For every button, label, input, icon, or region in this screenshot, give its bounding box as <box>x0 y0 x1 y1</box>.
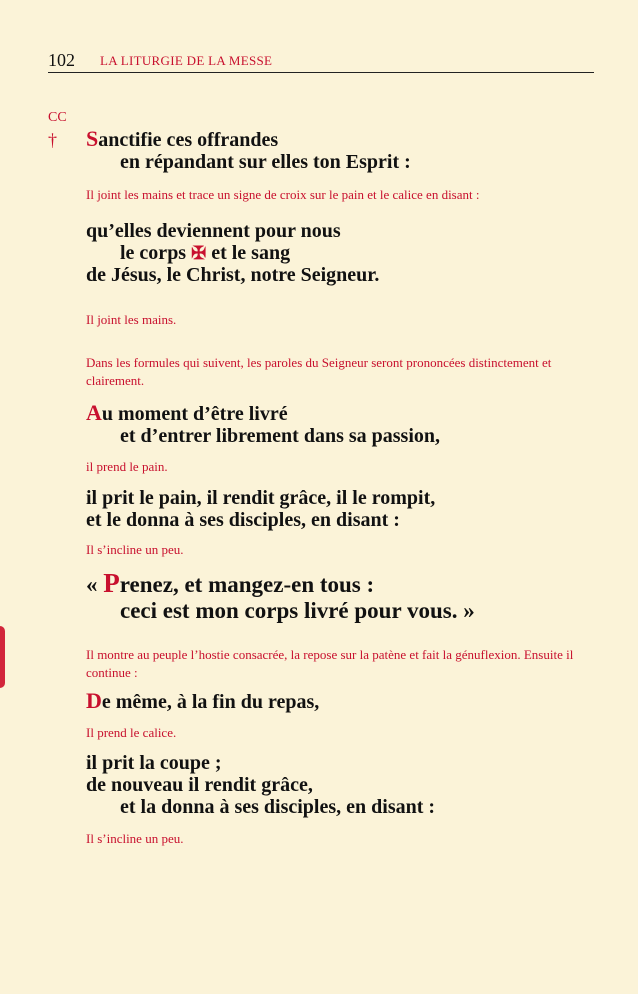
prayer-line: et d’entrer librement dans sa passion, <box>120 425 441 447</box>
prayer-line: il prit la coupe ; <box>86 752 222 774</box>
prayer-line: Sanctifie ces offrandes <box>86 126 279 151</box>
prayer-line: Au moment d’être livré <box>86 400 288 425</box>
prayer-block-de-meme <box>86 690 600 713</box>
red-initial: S <box>86 126 99 151</box>
rubric-incline-1: Il s’incline un peu. <box>86 542 184 557</box>
rubric-joint-mains-croix: Il joint les mains et trace un signe de croix sur le pain et le calice en disant : <box>86 187 480 202</box>
prayer-block-prit-coupe <box>86 752 600 818</box>
rubric-formules: Dans les formules qui suivent, les paroles du Seigneur seront prononcées distinctement et clairement. <box>86 355 552 388</box>
margin-cc-mark: CC <box>48 110 67 125</box>
rubric-montre-hostie: Il montre au peuple l’hostie consacrée, la repose sur la patène et fait la génuflexion. Ensuite il continue : <box>86 647 574 680</box>
dagger-icon: † <box>48 130 57 150</box>
rubric-incline-2: Il s’incline un peu. <box>86 831 184 846</box>
page-number: 102 <box>48 50 75 70</box>
prayer-block-sanctifie <box>86 128 600 173</box>
consecration-bread <box>86 570 600 624</box>
prayer-line: en répandant sur elles ton Esprit : <box>120 151 411 173</box>
prayer-line: le corps ✠ et le sang <box>120 242 291 264</box>
rubric-joint-mains: Il joint les mains. <box>86 312 177 327</box>
prayer-line: De même, à la fin du repas, <box>86 688 320 713</box>
prayer-line: de Jésus, le Christ, notre Seigneur. <box>86 264 380 286</box>
cross-icon: ✠ <box>191 243 207 263</box>
prayer-block-prit-pain <box>86 487 600 531</box>
red-initial: P <box>103 568 120 598</box>
prayer-line: « Prenez, et mangez-en tous : <box>86 568 375 598</box>
prayer-block-au-moment <box>86 402 600 447</box>
running-title: LA LITURGIE DE LA MESSE <box>100 53 273 68</box>
rubric-prend-calice: Il prend le calice. <box>86 725 177 740</box>
prayer-line: et le donna à ses disciples, en disant : <box>86 509 400 531</box>
prayer-line: de nouveau il rendit grâce, <box>86 774 313 796</box>
red-initial: A <box>86 400 102 425</box>
page-edge-tab <box>0 626 5 688</box>
prayer-line: et la donna à ses disciples, en disant : <box>120 796 436 818</box>
rubric-prend-pain: il prend le pain. <box>86 459 168 474</box>
page-header <box>48 50 594 73</box>
prayer-line: ceci est mon corps livré pour vous. » <box>120 598 475 623</box>
red-initial: D <box>86 688 102 713</box>
prayer-block-deviennent <box>86 220 600 286</box>
prayer-line: il prit le pain, il rendit grâce, il le rompit, <box>86 487 436 509</box>
prayer-line: qu’elles deviennent pour nous <box>86 220 341 242</box>
